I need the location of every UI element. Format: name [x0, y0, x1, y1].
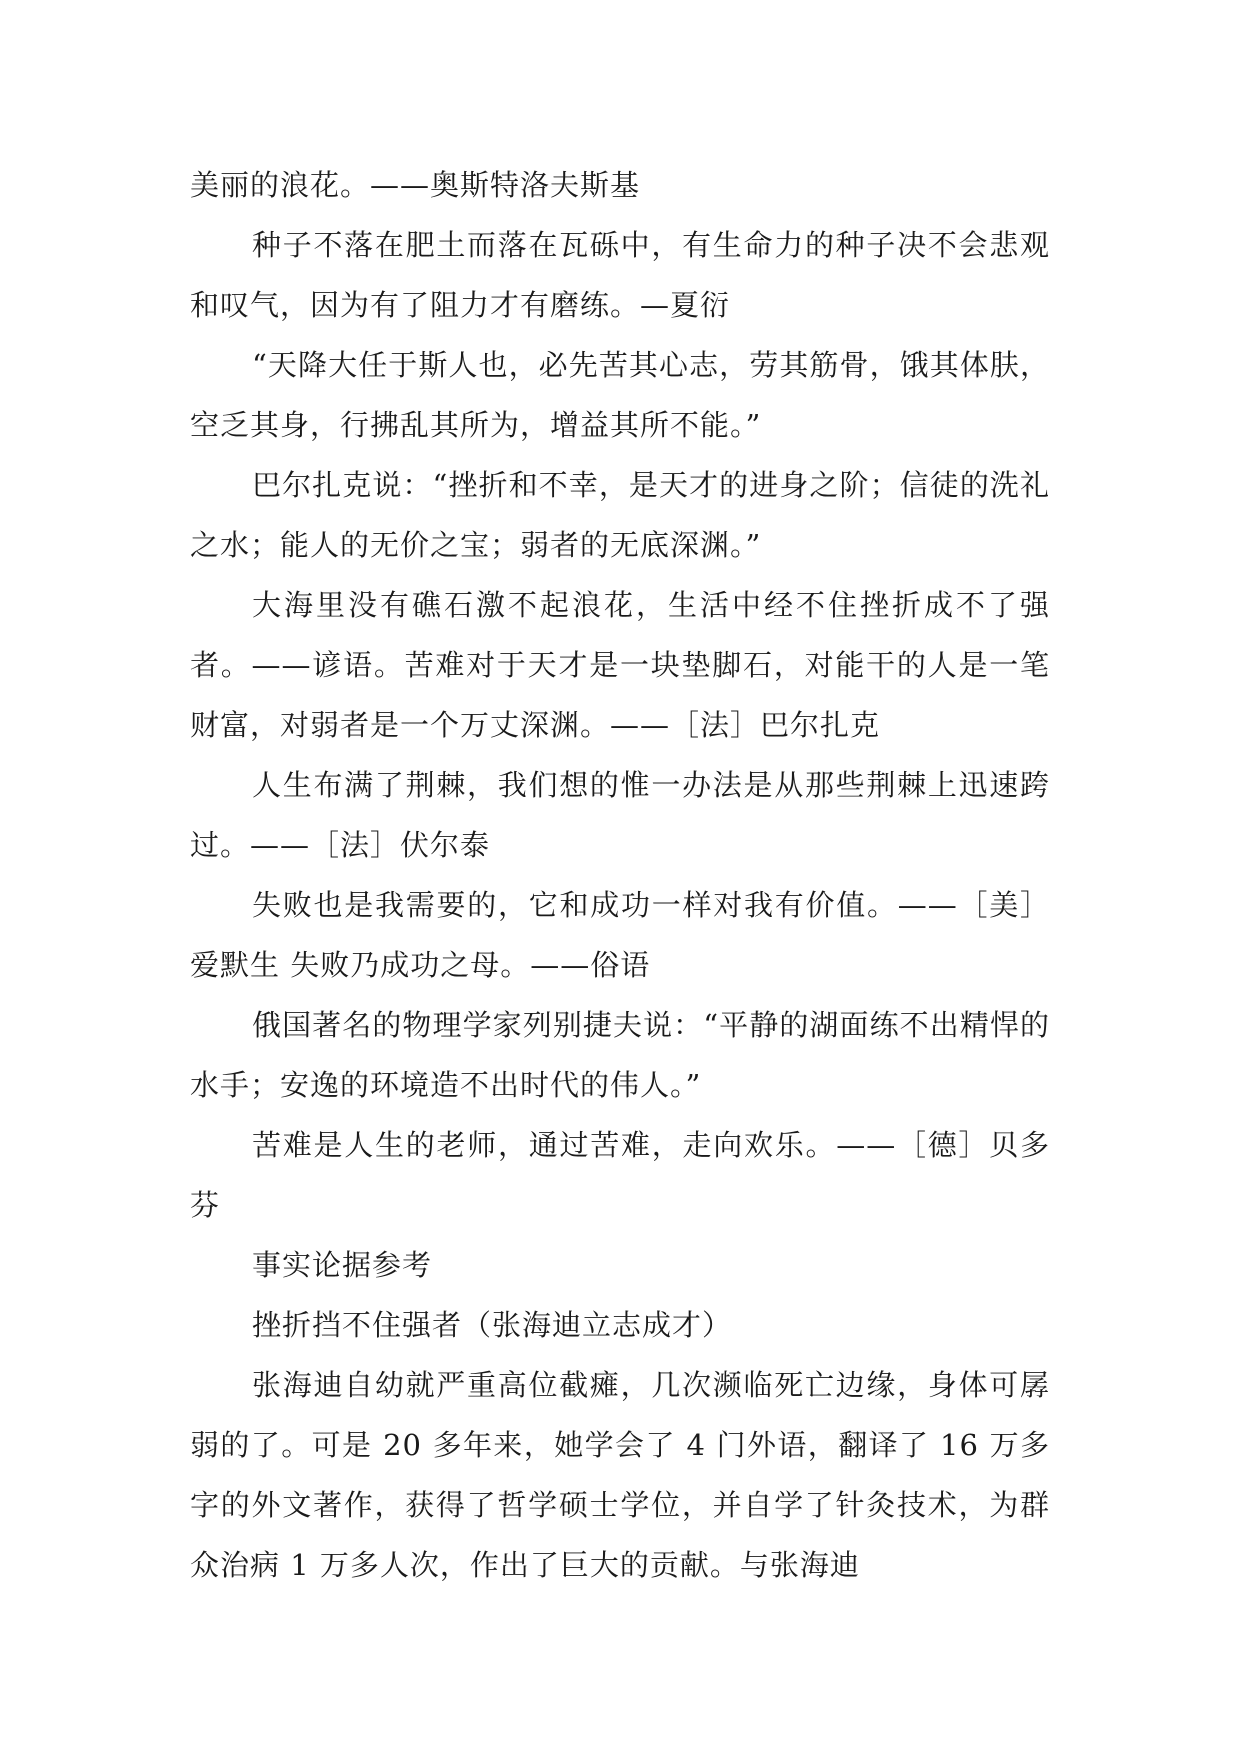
paragraph: 人生布满了荆棘，我们想的惟一办法是从那些荆棘上迅速跨过。——［法］伏尔泰	[190, 768, 1050, 862]
paragraph: 张海迪自幼就严重高位截瘫，几次濒临死亡边缘，身体可孱弱的了。可是 20 多年来，她学会了 4 门外语，翻译了 16 万多字的外文著作，获得了哲学硕士学位，并自学了针灸技术，为群众治病 1 万多人次，作出了巨大的贡献。与张海迪	[190, 1368, 1050, 1582]
paragraph: 苦难是人生的老师，通过苦难，走向欢乐。——［德］贝多芬	[190, 1128, 1050, 1222]
paragraph: 俄国著名的物理学家列别捷夫说：“平静的湖面练不出精悍的水手；安逸的环境造不出时代的伟人。”	[190, 1008, 1050, 1102]
document-body	[190, 155, 1050, 1595]
subsection-heading: 挫折挡不住强者（张海迪立志成才）	[252, 1308, 733, 1342]
section-heading: 事实论据参考	[252, 1248, 433, 1282]
paragraph: 种子不落在肥土而落在瓦砾中，有生命力的种子决不会悲观和叹气，因为有了阻力才有磨练。—夏衍	[190, 228, 1050, 322]
paragraph: 美丽的浪花。——奥斯特洛夫斯基	[190, 168, 641, 202]
paragraph: 巴尔扎克说：“挫折和不幸，是天才的进身之阶；信徒的洗礼之水；能人的无价之宝；弱者的无底深渊。”	[190, 468, 1050, 562]
paragraph: “天降大任于斯人也，必先苦其心志，劳其筋骨，饿其体肤，空乏其身，行拂乱其所为，增益其所不能。”	[190, 348, 1050, 442]
paragraph: 失败也是我需要的，它和成功一样对我有价值。——［美］爱默生 失败乃成功之母。——俗语	[190, 888, 1050, 982]
paragraph: 大海里没有礁石激不起浪花，生活中经不住挫折成不了强者。——谚语。苦难对于天才是一块垫脚石，对能干的人是一笔财富，对弱者是一个万丈深渊。——［法］巴尔扎克	[190, 588, 1050, 742]
